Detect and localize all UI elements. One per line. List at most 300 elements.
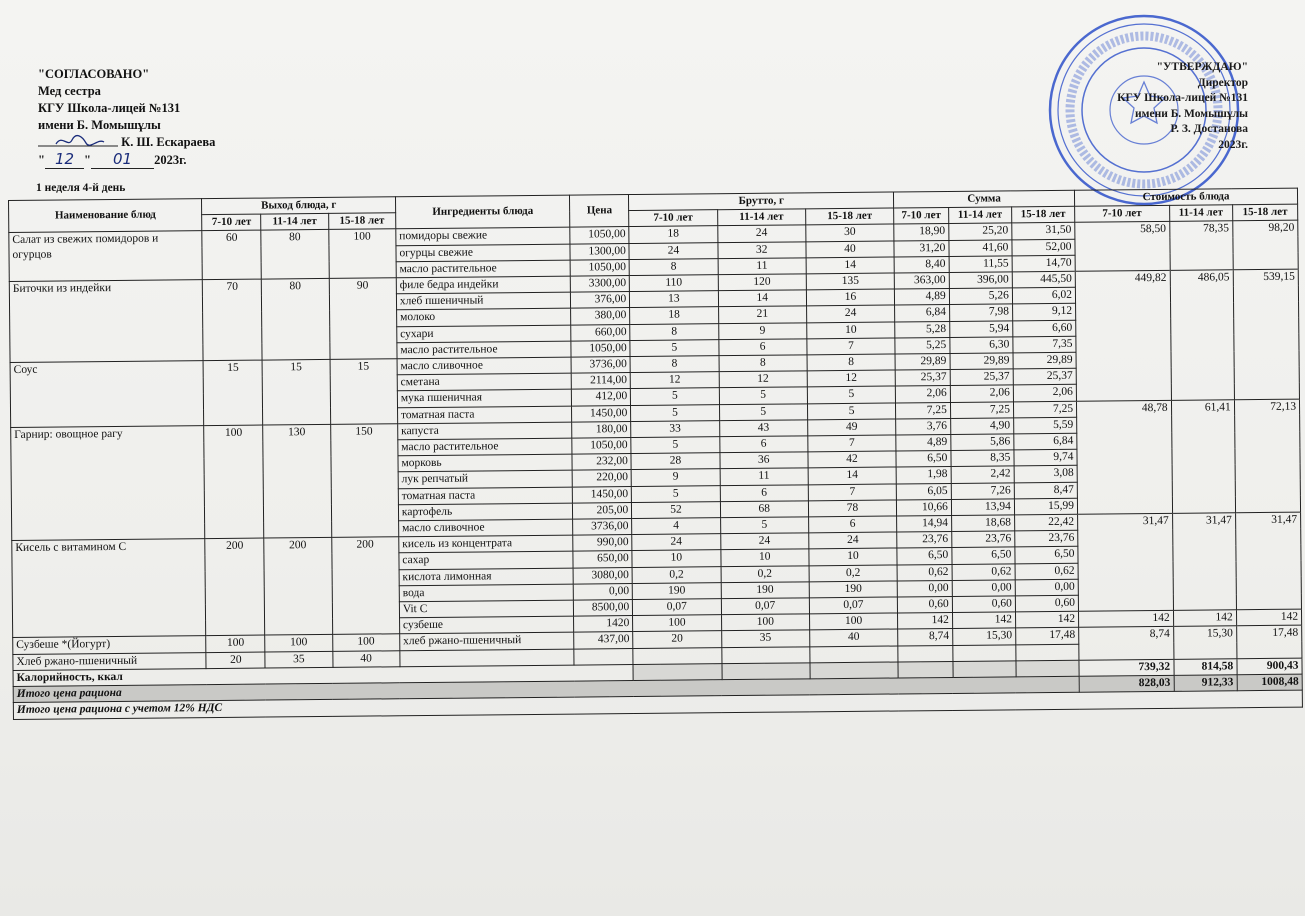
empty-cell <box>953 645 1016 662</box>
col-ingredients: Ингредиенты блюда <box>395 195 570 229</box>
sum-cell: 15,99 <box>1014 498 1077 515</box>
empty-cell <box>1016 644 1079 661</box>
output-cell: 200 <box>331 537 399 635</box>
brutto-cell: 4 <box>632 518 720 535</box>
sum-cell: 31,20 <box>894 240 949 257</box>
brutto-cell: 12 <box>807 370 895 387</box>
cost-cell: 142 <box>1236 609 1301 626</box>
signer-name: К. Ш. Ескараева <box>121 135 216 149</box>
cost-cell: 8,74 <box>1079 627 1174 660</box>
price-cell: 1300,00 <box>570 243 629 260</box>
utv-org-name: имени Б. Момышұлы <box>1135 107 1248 120</box>
approved-role: Мед сестра <box>38 84 101 98</box>
ingredient-cell: мука пшеничная <box>397 390 572 408</box>
brutto-cell: 5 <box>807 386 895 403</box>
output-cell: 100 <box>328 229 396 278</box>
sum-cell: 142 <box>1015 612 1078 629</box>
cost-cell: 539,15 <box>1233 269 1300 399</box>
age-header: 7-10 лет <box>894 208 949 225</box>
brutto-cell: 135 <box>806 273 894 290</box>
cost-cell: 31,47 <box>1172 513 1236 611</box>
brutto-cell: 190 <box>632 583 720 600</box>
cost-cell: 142 <box>1078 611 1173 628</box>
age-header: 7-10 лет <box>1075 206 1170 223</box>
price-cell: 1450,00 <box>572 405 631 422</box>
sum-cell: 15,30 <box>952 628 1015 645</box>
sum-cell: 6,84 <box>895 305 950 322</box>
brutto-cell: 6 <box>718 339 806 356</box>
brutto-cell: 43 <box>719 420 807 437</box>
calories-value: 814,58 <box>1174 659 1237 676</box>
brutto-cell: 24 <box>629 242 717 259</box>
sum-cell: 6,30 <box>950 337 1013 354</box>
ingredient-cell: томатная паста <box>398 487 573 505</box>
brutto-cell: 24 <box>717 225 805 242</box>
cost-cell: 17,48 <box>1236 626 1302 659</box>
brutto-cell: 42 <box>808 451 896 468</box>
empty-cell <box>1016 660 1079 677</box>
empty-cell <box>953 661 1016 678</box>
date-year: 2023г. <box>154 153 187 167</box>
dish-name-cell: Хлеб ржано-пшеничный <box>13 652 207 670</box>
sum-cell: 6,05 <box>896 483 951 500</box>
brutto-cell: 68 <box>720 501 808 518</box>
approval-block-left <box>38 66 278 169</box>
empty-cell <box>810 646 898 663</box>
brutto-cell: 12 <box>719 371 807 388</box>
output-cell: 60 <box>202 230 261 279</box>
sum-cell: 41,60 <box>949 239 1012 256</box>
sum-cell: 11,55 <box>949 256 1012 273</box>
sum-cell: 3,08 <box>1014 466 1077 483</box>
sum-cell: 25,20 <box>949 223 1012 240</box>
sum-cell: 7,25 <box>1013 401 1076 418</box>
col-output: Выход блюда, г <box>202 197 396 215</box>
ingredient-cell: масло сливочное <box>397 357 572 375</box>
brutto-cell: 32 <box>718 241 806 258</box>
output-cell: 100 <box>332 634 399 651</box>
cost-cell: 486,05 <box>1170 270 1234 400</box>
sum-cell: 0,62 <box>1015 563 1078 580</box>
cost-cell: 72,13 <box>1234 399 1300 513</box>
price-cell: 3300,00 <box>571 276 630 293</box>
brutto-cell: 7 <box>807 338 895 355</box>
sum-cell: 4,89 <box>896 435 951 452</box>
price-cell: 3080,00 <box>573 567 632 584</box>
menu-table-wrapper <box>8 188 1303 720</box>
sum-cell: 2,06 <box>950 385 1013 402</box>
brutto-cell: 14 <box>806 257 894 274</box>
ingredient-cell: томатная паста <box>397 406 572 424</box>
brutto-cell: 11 <box>720 468 808 485</box>
ingredient-cell: сухари <box>397 325 572 343</box>
sum-cell: 7,25 <box>896 402 951 419</box>
sum-cell: 29,89 <box>1013 352 1076 369</box>
price-cell: 1050,00 <box>571 340 630 357</box>
sum-cell: 9,12 <box>1012 304 1075 321</box>
sum-cell: 5,94 <box>950 320 1013 337</box>
ingredient-cell: сахар <box>399 552 574 570</box>
sum-cell: 17,48 <box>1016 628 1079 645</box>
age-header: 11-14 лет <box>948 207 1011 224</box>
sum-cell: 10,66 <box>897 499 952 516</box>
total-price-label: Итого цена рациона <box>13 676 1079 702</box>
brutto-cell: 12 <box>630 372 718 389</box>
empty-cell <box>574 648 633 665</box>
menu-table-body <box>9 221 1302 671</box>
sum-cell: 14,70 <box>1012 255 1075 272</box>
brutto-cell: 8 <box>719 355 807 372</box>
price-cell: 3736,00 <box>571 357 630 374</box>
utv-role: Директор <box>1197 76 1248 89</box>
ingredient-cell: масло растительное <box>397 341 572 359</box>
cost-cell: 31,47 <box>1078 513 1174 611</box>
cost-cell: 98,20 <box>1232 221 1298 270</box>
brutto-cell: 10 <box>632 550 720 567</box>
sum-cell: 2,06 <box>1013 385 1076 402</box>
cost-cell: 58,50 <box>1075 222 1170 272</box>
brutto-cell: 52 <box>632 502 720 519</box>
brutto-cell: 100 <box>633 615 721 632</box>
sum-cell: 6,60 <box>1013 320 1076 337</box>
sum-cell: 5,28 <box>895 321 950 338</box>
utv-date: 2023г. <box>1218 138 1248 151</box>
sum-cell: 6,50 <box>897 548 952 565</box>
cost-cell: 15,30 <box>1173 626 1236 659</box>
ingredient-cell: филе бедра индейки <box>396 276 571 294</box>
age-header: 15-18 лет <box>328 213 395 230</box>
price-cell: 1420 <box>574 616 633 633</box>
sum-cell: 0,62 <box>952 564 1015 581</box>
sum-cell: 0,00 <box>1015 579 1078 596</box>
sum-cell: 396,00 <box>949 272 1012 289</box>
sum-cell: 14,94 <box>897 516 952 533</box>
sum-cell: 8,74 <box>898 629 953 646</box>
approved-org: КГУ Школа-лицей №131 <box>38 101 181 115</box>
age-header: 11-14 лет <box>1169 205 1232 222</box>
sum-cell: 9,74 <box>1014 450 1077 467</box>
brutto-cell: 5 <box>631 437 719 454</box>
week-day-label: 1 неделя 4-й день <box>36 182 126 194</box>
empty-cell <box>721 647 809 664</box>
sum-cell: 8,47 <box>1014 482 1077 499</box>
sum-cell: 8,40 <box>894 256 949 273</box>
sum-cell: 142 <box>898 613 953 630</box>
price-cell: 180,00 <box>572 421 631 438</box>
ingredient-cell: картофель <box>398 503 573 521</box>
price-cell: 412,00 <box>572 389 631 406</box>
brutto-cell: 190 <box>809 581 897 598</box>
price-cell: 8500,00 <box>574 600 633 617</box>
brutto-cell: 5 <box>632 485 720 502</box>
empty-cell <box>400 649 575 667</box>
brutto-cell: 21 <box>718 306 806 323</box>
cost-cell: 48,78 <box>1076 400 1172 514</box>
price-cell: 0,00 <box>574 583 633 600</box>
brutto-cell: 14 <box>718 290 806 307</box>
sum-cell: 445,50 <box>1012 271 1075 288</box>
brutto-cell: 78 <box>808 500 896 517</box>
price-cell: 650,00 <box>573 551 632 568</box>
ingredient-cell: кисель из концентрата <box>399 535 574 553</box>
sum-cell: 1,98 <box>896 467 951 484</box>
utv-title: "УТВЕРЖДАЮ" <box>1156 61 1248 73</box>
output-cell: 100 <box>204 425 264 539</box>
signature-scribble <box>38 134 118 148</box>
col-price: Цена <box>570 195 629 228</box>
sum-cell: 0,60 <box>1015 595 1078 612</box>
price-cell: 437,00 <box>574 632 633 649</box>
dish-name-cell: Соус <box>10 361 204 428</box>
age-header: 11-14 лет <box>717 209 805 226</box>
brutto-cell: 0,07 <box>809 597 897 614</box>
brutto-cell: 7 <box>808 435 896 452</box>
ingredient-cell: морковь <box>398 454 573 472</box>
output-cell: 80 <box>261 230 329 279</box>
brutto-cell: 36 <box>720 452 808 469</box>
utv-org: КГУ Школа-лицей №131 <box>1117 92 1248 104</box>
brutto-cell: 190 <box>721 582 809 599</box>
output-cell: 70 <box>203 279 263 361</box>
price-cell: 1050,00 <box>570 227 629 244</box>
date-month: 01 <box>91 150 154 169</box>
sum-cell: 0,00 <box>952 580 1015 597</box>
sum-cell: 18,90 <box>894 224 949 241</box>
ingredient-cell: масло растительное <box>398 438 573 456</box>
brutto-cell: 5 <box>630 340 718 357</box>
ingredient-cell: Vit C <box>399 600 574 618</box>
brutto-cell: 0,07 <box>721 598 809 615</box>
brutto-cell: 40 <box>806 241 894 258</box>
calories-value: 900,43 <box>1237 658 1302 675</box>
sum-cell: 7,35 <box>1013 336 1076 353</box>
approval-block-right <box>1080 60 1248 153</box>
output-cell: 35 <box>265 651 332 668</box>
sum-cell: 5,59 <box>1014 417 1077 434</box>
total-price-value: 912,33 <box>1174 675 1237 692</box>
price-cell: 232,00 <box>572 454 631 471</box>
sum-cell: 6,50 <box>952 547 1015 564</box>
sum-cell: 25,37 <box>950 369 1013 386</box>
signature-line <box>38 134 278 151</box>
brutto-cell: 35 <box>721 630 809 647</box>
dish-name-cell: Сузбеше *(Йогурт) <box>13 636 207 654</box>
col-brutto: Брутто, г <box>629 192 894 211</box>
price-cell: 380,00 <box>571 308 630 325</box>
sum-cell: 13,94 <box>951 499 1014 516</box>
sum-cell: 7,98 <box>949 304 1012 321</box>
sum-cell: 3,76 <box>896 418 951 435</box>
brutto-cell: 10 <box>807 322 895 339</box>
cost-cell: 142 <box>1173 610 1236 627</box>
dish-name-cell: Салат из свежих помидоров и огурцов <box>9 231 203 281</box>
brutto-cell: 5 <box>807 403 895 420</box>
brutto-cell: 5 <box>719 403 807 420</box>
sum-cell: 4,89 <box>895 289 950 306</box>
output-cell: 200 <box>205 538 265 636</box>
ingredient-cell: капуста <box>398 422 573 440</box>
sum-cell: 31,50 <box>1012 223 1075 240</box>
brutto-cell: 18 <box>630 307 718 324</box>
empty-cell <box>633 647 721 664</box>
sum-cell: 8,35 <box>951 450 1014 467</box>
total-price-vat-label: Итого цена рациона с учетом 12% НДС <box>13 690 1302 719</box>
brutto-cell: 9 <box>718 322 806 339</box>
utv-signer: Р. З. Достанова <box>1170 123 1248 135</box>
sum-cell: 18,68 <box>951 515 1014 532</box>
menu-table <box>8 188 1303 720</box>
sum-cell: 25,37 <box>895 370 950 387</box>
price-cell: 1050,00 <box>572 438 631 455</box>
price-cell: 376,00 <box>571 292 630 309</box>
brutto-cell: 5 <box>719 387 807 404</box>
ingredient-cell: помидоры свежие <box>396 228 571 246</box>
approval-date: " 12 " 01 2023г. <box>38 150 187 168</box>
price-cell: 220,00 <box>573 470 632 487</box>
age-header: 15-18 лет <box>1012 206 1075 223</box>
sum-cell: 25,37 <box>1013 368 1076 385</box>
ingredient-cell: сузбеше <box>399 616 574 634</box>
brutto-cell: 6 <box>808 516 896 533</box>
sum-cell: 2,06 <box>895 386 950 403</box>
output-cell: 20 <box>206 652 265 669</box>
ingredient-cell: сметана <box>397 373 572 391</box>
sum-cell: 0,60 <box>952 596 1015 613</box>
output-cell: 15 <box>330 359 398 424</box>
price-cell: 3736,00 <box>573 519 632 536</box>
empty-cell <box>898 661 953 678</box>
cost-cell: 61,41 <box>1171 399 1235 513</box>
output-cell: 90 <box>329 278 397 360</box>
sum-cell: 7,26 <box>951 483 1014 500</box>
brutto-cell: 16 <box>806 289 894 306</box>
brutto-cell: 10 <box>720 549 808 566</box>
sum-cell: 142 <box>952 612 1015 629</box>
brutto-cell: 24 <box>809 532 897 549</box>
sum-cell: 7,25 <box>950 401 1013 418</box>
brutto-cell: 49 <box>808 419 896 436</box>
cost-cell: 449,82 <box>1075 270 1171 401</box>
brutto-cell: 0,2 <box>809 565 897 582</box>
output-cell: 150 <box>330 424 398 538</box>
ingredient-cell: масло сливочное <box>398 519 573 537</box>
output-cell: 130 <box>263 424 331 538</box>
brutto-cell: 24 <box>720 533 808 550</box>
brutto-cell: 10 <box>809 548 897 565</box>
brutto-cell: 20 <box>633 631 721 648</box>
date-day: 12 <box>45 150 84 169</box>
col-cost: Стоимость блюда <box>1074 188 1297 206</box>
empty-cell <box>898 645 953 662</box>
brutto-cell: 28 <box>631 453 719 470</box>
price-cell: 990,00 <box>573 535 632 552</box>
brutto-cell: 33 <box>631 421 719 438</box>
sum-cell: 52,00 <box>1012 239 1075 256</box>
output-cell: 40 <box>332 650 399 667</box>
sum-cell: 2,42 <box>951 466 1014 483</box>
brutto-cell: 7 <box>808 484 896 501</box>
price-cell: 1450,00 <box>573 486 632 503</box>
age-header: 7-10 лет <box>202 214 261 231</box>
dish-name-cell: Кисель с витамином С <box>12 539 206 638</box>
sum-cell: 6,84 <box>1014 433 1077 450</box>
brutto-cell: 110 <box>630 275 718 292</box>
age-header: 15-18 лет <box>805 208 893 225</box>
cost-cell: 78,35 <box>1169 221 1233 270</box>
ingredient-cell: вода <box>399 584 574 602</box>
age-header: 15-18 лет <box>1232 204 1297 221</box>
price-cell: 2114,00 <box>572 373 631 390</box>
brutto-cell: 5 <box>720 517 808 534</box>
empty-cell <box>722 663 810 680</box>
sum-cell: 5,86 <box>951 434 1014 451</box>
output-cell: 100 <box>265 635 332 652</box>
sum-cell: 29,89 <box>895 353 950 370</box>
brutto-cell: 100 <box>721 614 809 631</box>
brutto-cell: 40 <box>810 629 898 646</box>
sum-cell: 0,00 <box>897 580 952 597</box>
cost-cell: 31,47 <box>1235 512 1301 610</box>
sum-cell: 363,00 <box>894 272 949 289</box>
brutto-cell: 6 <box>720 484 808 501</box>
sum-cell: 5,26 <box>949 288 1012 305</box>
sum-cell: 4,90 <box>950 418 1013 435</box>
brutto-cell: 100 <box>809 613 897 630</box>
ingredient-cell: масло растительное <box>396 260 571 278</box>
ingredient-cell: хлеб ржано-пшеничный <box>400 633 575 651</box>
calories-label: Калорийность, ккал <box>13 664 633 686</box>
brutto-cell: 0,2 <box>721 566 809 583</box>
ingredient-cell: огурцы свежие <box>396 244 571 262</box>
brutto-cell: 5 <box>631 388 719 405</box>
output-cell: 15 <box>262 359 330 424</box>
sum-cell: 22,42 <box>1014 514 1077 531</box>
brutto-cell: 0,07 <box>633 599 721 616</box>
total-price-value: 1008,48 <box>1237 674 1302 691</box>
sum-cell: 6,02 <box>1012 287 1075 304</box>
calories-value: 739,32 <box>1079 659 1174 676</box>
col-sum: Сумма <box>894 190 1075 208</box>
brutto-cell: 30 <box>806 224 894 241</box>
brutto-cell: 24 <box>806 305 894 322</box>
brutto-cell: 6 <box>719 436 807 453</box>
age-header: 7-10 лет <box>629 210 717 227</box>
ingredient-cell: молоко <box>396 309 571 327</box>
empty-cell <box>633 664 721 681</box>
age-header: 11-14 лет <box>261 214 328 231</box>
price-cell: 660,00 <box>571 324 630 341</box>
sum-cell: 23,76 <box>897 532 952 549</box>
brutto-cell: 0,2 <box>632 566 720 583</box>
brutto-cell: 5 <box>631 404 719 421</box>
brutto-cell: 8 <box>630 356 718 373</box>
dish-name-cell: Биточки из индейки <box>9 280 203 363</box>
approved-title: "СОГЛАСОВАНО" <box>38 67 150 81</box>
brutto-cell: 18 <box>629 226 717 243</box>
brutto-cell: 11 <box>718 258 806 275</box>
brutto-cell: 13 <box>630 291 718 308</box>
output-cell: 80 <box>262 278 330 360</box>
total-price-value: 828,03 <box>1079 675 1174 692</box>
brutto-cell: 8 <box>629 259 717 276</box>
dish-name-cell: Гарнир: овощное рагу <box>11 425 206 540</box>
brutto-cell: 24 <box>632 534 720 551</box>
brutto-cell: 9 <box>631 469 719 486</box>
sum-cell: 29,89 <box>950 353 1013 370</box>
empty-cell <box>810 662 898 679</box>
brutto-cell: 120 <box>718 274 806 291</box>
brutto-cell: 8 <box>807 354 895 371</box>
